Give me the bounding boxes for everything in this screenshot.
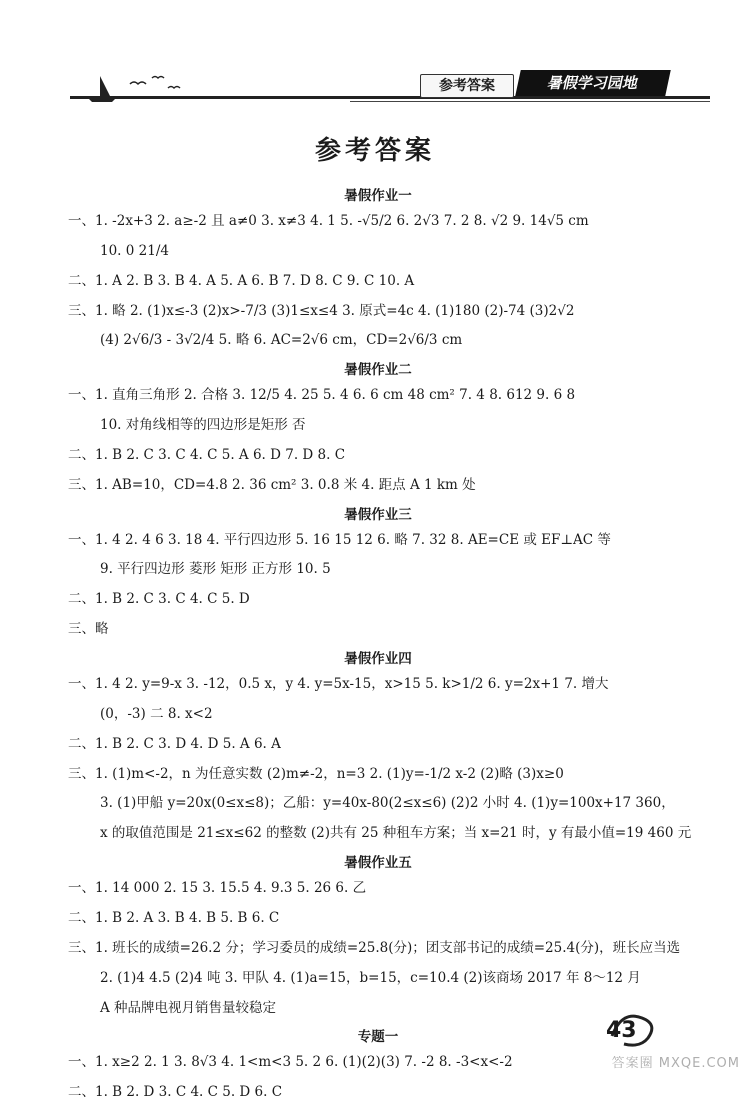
section-title: 专题一 <box>357 1029 399 1046</box>
page-number-badge <box>604 1006 664 1050</box>
page-number: 43 <box>606 1018 637 1043</box>
answer-line: 3. (1)甲船 y=20x(0≤x≤8)；乙船：y=40x-80(2≤x≤6) (2)2 小时 4. (1)y=100x+17 360， <box>100 795 675 812</box>
answer-line: x 的取值范围是 21≤x≤62 的整数 (2)共有 25 种租车方案；当 x=21 时，y 有最小值=19 460 元 <box>100 825 692 842</box>
section-title: 暑假作业一 <box>344 188 412 204</box>
answer-line: 三、略 <box>68 621 109 638</box>
answer-line: 一、1. 14 000 2. 15 3. 15.5 4. 9.3 5. 26 6. 乙 <box>68 880 367 896</box>
answer-line: 一、1. -2x+3 2. a≥-2 且 a≠0 3. x≠3 4. 1 5. -√5/2 6. 2√3 7. 2 8. √2 9. 14√5 cm <box>68 212 589 229</box>
answer-content <box>68 182 692 1114</box>
answer-line: 二、1. B 2. C 3. D 4. D 5. A 6. A <box>68 735 281 752</box>
page-title: 参考答案 <box>314 136 435 166</box>
answer-line: 二、1. B 2. D 3. C 4. C 5. D 6. C <box>68 1084 283 1101</box>
answer-line: 一、1. x≥2 2. 1 3. 8√3 4. 1<m<3 5. 2 6. (1)(2)(3) 7. -2 8. -3<x<-2 <box>68 1054 513 1071</box>
answer-line: 10. 对角线相等的四边形是矩形 否 <box>100 417 306 433</box>
answer-line: (4) 2√6/3 - 3√2/4 5. 略 6. AC=2√6 cm，CD=2√6/3 cm <box>100 332 463 349</box>
header-rule <box>70 96 710 99</box>
answer-line: 二、1. B 2. C 3. C 4. C 5. D <box>68 591 250 608</box>
page-header <box>0 0 750 110</box>
answer-line: 一、1. 4 2. 4 6 3. 18 4. 平行四边形 5. 16 15 12 6. 略 7. 32 8. AE=CE 或 EF⊥AC 等 <box>68 531 611 548</box>
answer-line: (0，-3) 二 8. x<2 <box>100 705 213 722</box>
answer-line: 三、1. 班长的成绩=26.2 分；学习委员的成绩=25.8(分)；团支部书记的成绩=25.4(分)，班长应当选 <box>68 939 681 956</box>
answer-line: 三、1. (1)m<-2，n 为任意实数 (2)m≠-2，n=3 2. (1)y=-1/2 x-2 (2)略 (3)x≥0 <box>68 765 564 782</box>
answer-line: 2. (1)4 4.5 (2)4 吨 3. 甲队 4. (1)a=15，b=15，c=10.4 (2)该商场 2017 年 8～12 月 <box>100 969 641 986</box>
answer-line: A 种品牌电视月销售量较稳定 <box>100 999 277 1016</box>
answer-line: 二、1. B 2. A 3. B 4. B 5. B 6. C <box>68 909 280 926</box>
answer-line: 二、1. A 2. B 3. B 4. A 5. A 6. B 7. D 8. C 9. C 10. A <box>68 272 415 289</box>
section-title: 暑假作业五 <box>344 855 412 872</box>
brand-tag: 暑假学习园地 <box>515 70 671 96</box>
answer-line: 二、1. B 2. C 3. C 4. C 5. A 6. D 7. D 8. C <box>68 446 346 463</box>
answer-line: 三、1. 略 2. (1)x≤-3 (2)x>-7/3 (3)1≤x≤4 3. 原式=4c 4. (1)180 (2)-74 (3)2√2 <box>68 302 575 319</box>
section-title: 暑假作业二 <box>344 362 412 379</box>
section-title: 暑假作业四 <box>344 651 412 667</box>
answer-line: 9. 平行四边形 菱形 矩形 正方形 10. 5 <box>100 561 331 578</box>
answer-tag: 参考答案 <box>420 74 514 98</box>
answer-line: 三、1. AB=10，CD=4.8 2. 36 cm² 3. 0.8 米 4. 距点 A 1 km 处 <box>68 476 476 493</box>
watermark: 答案圈 MXQE.COM <box>611 1056 740 1071</box>
header-rule-thin <box>350 101 710 102</box>
answer-line: 一、1. 直角三角形 2. 合格 3. 12/5 4. 25 5. 4 6. 6 cm 48 cm² 7. 4 8. 612 9. 6 8 <box>68 387 576 404</box>
section-title: 暑假作业三 <box>344 506 412 523</box>
answer-line: 一、1. 4 2. y=9-x 3. -12，0.5 x，y 4. y=5x-15，x>15 5. k>1/2 6. y=2x+1 7. 增大 <box>68 675 609 692</box>
answer-line: 10. 0 21/4 <box>100 242 169 259</box>
